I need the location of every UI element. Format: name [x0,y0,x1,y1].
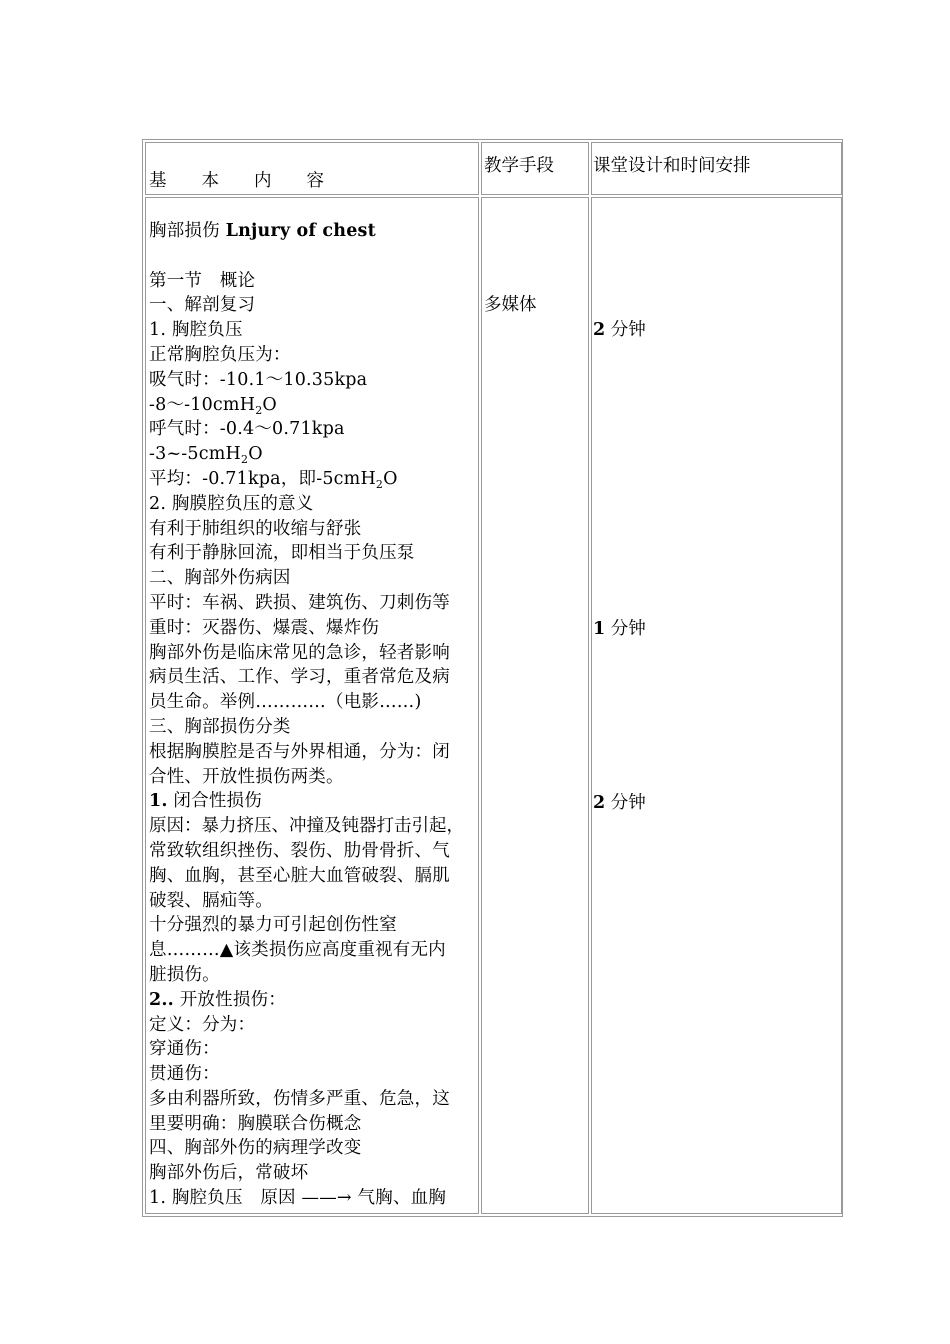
text-line: 合性、开放性损伤两类。 [149,766,344,787]
header-cell-content [145,142,479,195]
text-line: -3~-5cmH$_2$O [149,444,263,467]
text-line: 胸部外伤后，常破坏 [149,1163,309,1184]
header-design-label: 课堂设计和时间安排 [593,156,751,176]
header-content-label: 基 本 内 容 [149,171,324,191]
text-line: 有利于静脉回流，即相当于负压泵 [149,543,415,564]
text-line: 定义：分为： [149,1014,256,1035]
text-line: 多由利器所致，伤情多严重、危急，这 [149,1088,450,1109]
text-line: 贯通伤： [149,1064,220,1085]
text-line: 平均：-0.71kpa，即-5cmH$_2$O [149,468,398,491]
text-line: 常致软组织挫伤、裂伤、肋骨骨折、气 [149,840,450,861]
text-line: 三、胸部损伤分类 [149,716,291,737]
text-line: 2. 胸膜腔负压的意义 [149,493,314,514]
text-line: 息………▲该类损伤应高度重视有无内 [149,940,446,961]
text-line: 穿通伤： [149,1039,220,1060]
content-lines [149,219,464,1211]
text-line: 1. 闭合性损伤 [149,791,262,812]
text-line: 平时：车祸、跌损、建筑伤、刀刺伤等 [149,592,450,613]
header-cell-method [481,142,589,195]
text-line: 重时：灭器伤、爆震、爆炸伤 [149,617,380,638]
text-line [149,244,464,269]
text-line: 破裂、膈疝等。 [149,890,273,911]
text-line: 里要明确：胸膜联合伤概念 [149,1113,362,1134]
content-cell [145,197,479,1214]
time-note: 2 分钟 [593,793,646,813]
text-line: 正常胸腔负压为： [149,344,291,365]
section-title: 胸部损伤 Lnjury of chest [149,221,376,241]
text-line: 吸气时：-10.1～10.35kpa [149,369,368,390]
method-cell [481,197,589,1214]
section-title-en: Lnjury of chest [225,221,376,241]
design-cell [591,197,842,1214]
time-note: 1 分钟 [593,619,646,639]
text-line: 病员生活、工作、学习，重者常危及病 [149,667,450,688]
text-line: 2.. 开放性损伤： [149,989,286,1010]
time-note: 2 分钟 [593,320,646,340]
text-line: 胸部外伤是临床常见的急诊，轻者影响 [149,642,450,663]
text-line: 员生命。举例…………（电影……) [149,692,422,713]
text-line: 十分强烈的暴力可引起创伤性窒 [149,915,397,936]
text-line: 胸、血胸，甚至心脏大血管破裂、膈肌 [149,865,450,886]
text-line: 二、胸部外伤病因 [149,568,291,589]
text-line: 有利于肺组织的收缩与舒张 [149,518,362,539]
text-line: -8～-10cmH$_2$O [149,394,277,417]
lesson-plan-table [142,139,843,1217]
text-line: 原因：暴力挤压、冲撞及钝器打击引起， [149,816,464,837]
text-line: 一、解剖复习 [149,295,256,316]
text-line: 四、胸部外伤的病理学改变 [149,1138,362,1159]
media-label: 多媒体 [484,295,537,315]
header-method-label: 教学手段 [484,156,554,176]
text-line: 根据胸膜腔是否与外界相通，分为：闭 [149,741,450,762]
text-line: 第一节 概论 [149,270,256,291]
text-line: 呼气时：-0.4～0.71kpa [149,419,345,440]
text-line: 1. 胸腔负压 [149,320,243,341]
text-line: 脏损伤。 [149,964,220,985]
header-cell-design [591,142,842,195]
text-line: 1. 胸腔负压 原因 ——→ 气胸、血胸 [149,1188,447,1209]
